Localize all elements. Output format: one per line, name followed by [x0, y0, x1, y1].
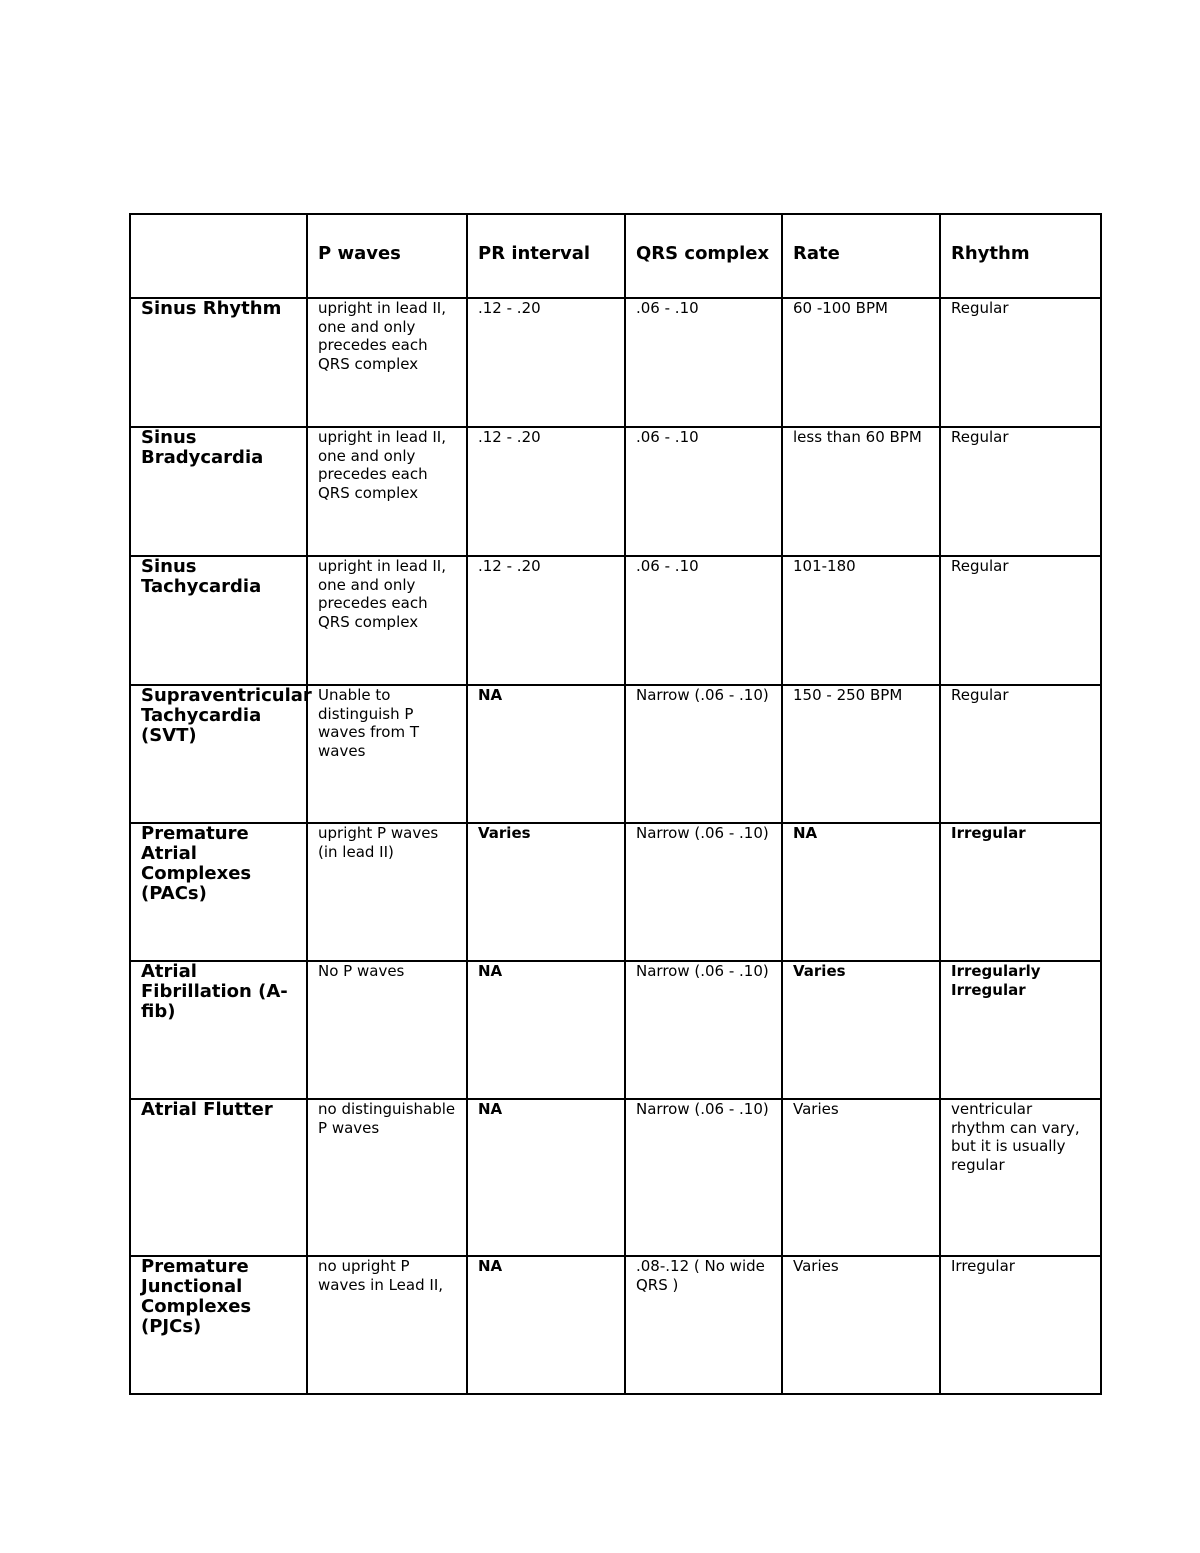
rhythm-name-cell: Supraventricular Tachycardia (SVT): [130, 685, 307, 823]
rhythm-name-cell: Sinus Tachycardia: [130, 556, 307, 685]
rhythm-name-cell: Premature Atrial Complexes (PACs): [130, 823, 307, 961]
p-waves-cell: No P waves: [307, 961, 467, 1099]
header-cell-qrs-complex: QRS complex: [625, 214, 782, 298]
qrs-complex-cell: Narrow (.06 - .10): [625, 685, 782, 823]
rate-cell: NA: [782, 823, 940, 961]
qrs-complex-cell: .08-.12 ( No wide QRS ): [625, 1256, 782, 1394]
header-cell-rate: Rate: [782, 214, 940, 298]
rate-cell: 150 - 250 BPM: [782, 685, 940, 823]
qrs-complex-cell: Narrow (.06 - .10): [625, 961, 782, 1099]
rate-cell: 60 -100 BPM: [782, 298, 940, 427]
pr-interval-cell: .12 - .20: [467, 427, 625, 556]
p-waves-cell: upright in lead II, one and only precedes each QRS complex: [307, 556, 467, 685]
pr-interval-cell: NA: [467, 961, 625, 1099]
pr-interval-cell: NA: [467, 685, 625, 823]
header-cell-empty: [130, 214, 307, 298]
table-row: [130, 1256, 1101, 1394]
rhythm-cell: Regular: [940, 427, 1101, 556]
pr-interval-cell: Varies: [467, 823, 625, 961]
header-cell-pr-interval: PR interval: [467, 214, 625, 298]
rhythm-cell: Regular: [940, 298, 1101, 427]
rhythm-cell: Regular: [940, 685, 1101, 823]
rhythm-name-cell: Sinus Bradycardia: [130, 427, 307, 556]
rate-cell: 101-180: [782, 556, 940, 685]
qrs-complex-cell: .06 - .10: [625, 298, 782, 427]
p-waves-cell: Unable to distinguish P waves from T waves: [307, 685, 467, 823]
rate-cell: Varies: [782, 1099, 940, 1256]
p-waves-cell: upright P waves (in lead II): [307, 823, 467, 961]
table-row: [130, 427, 1101, 556]
rhythm-cell: ventricular rhythm can vary, but it is usually regular: [940, 1099, 1101, 1256]
pr-interval-cell: NA: [467, 1099, 625, 1256]
p-waves-cell: no distinguishable P waves: [307, 1099, 467, 1256]
pr-interval-cell: .12 - .20: [467, 556, 625, 685]
p-waves-cell: upright in lead II, one and only precedes each QRS complex: [307, 298, 467, 427]
pr-interval-cell: NA: [467, 1256, 625, 1394]
header-cell-rhythm: Rhythm: [940, 214, 1101, 298]
table-row: [130, 298, 1101, 427]
rhythm-cell: Irregular: [940, 823, 1101, 961]
pr-interval-cell: .12 - .20: [467, 298, 625, 427]
rate-cell: Varies: [782, 1256, 940, 1394]
rate-cell: Varies: [782, 961, 940, 1099]
qrs-complex-cell: Narrow (.06 - .10): [625, 1099, 782, 1256]
table-row: [130, 961, 1101, 1099]
qrs-complex-cell: Narrow (.06 - .10): [625, 823, 782, 961]
qrs-complex-cell: .06 - .10: [625, 427, 782, 556]
rhythm-cell: Regular: [940, 556, 1101, 685]
table-row: [130, 1099, 1101, 1256]
rate-cell: less than 60 BPM: [782, 427, 940, 556]
ecg-rhythm-table: [129, 213, 1102, 1395]
rhythm-cell: Irregular: [940, 1256, 1101, 1394]
table-header-row: [130, 214, 1101, 298]
table-row: [130, 556, 1101, 685]
table-row: [130, 685, 1101, 823]
rhythm-name-cell: Sinus Rhythm: [130, 298, 307, 427]
p-waves-cell: upright in lead II, one and only precedes each QRS complex: [307, 427, 467, 556]
table-row: [130, 823, 1101, 961]
p-waves-cell: no upright P waves in Lead II,: [307, 1256, 467, 1394]
rhythm-name-cell: Atrial Flutter: [130, 1099, 307, 1256]
header-cell-p-waves: P waves: [307, 214, 467, 298]
rhythm-name-cell: Premature Junctional Complexes (PJCs): [130, 1256, 307, 1394]
rhythm-cell: Irregularly Irregular: [940, 961, 1101, 1099]
rhythm-name-cell: Atrial Fibrillation (A-fib): [130, 961, 307, 1099]
qrs-complex-cell: .06 - .10: [625, 556, 782, 685]
